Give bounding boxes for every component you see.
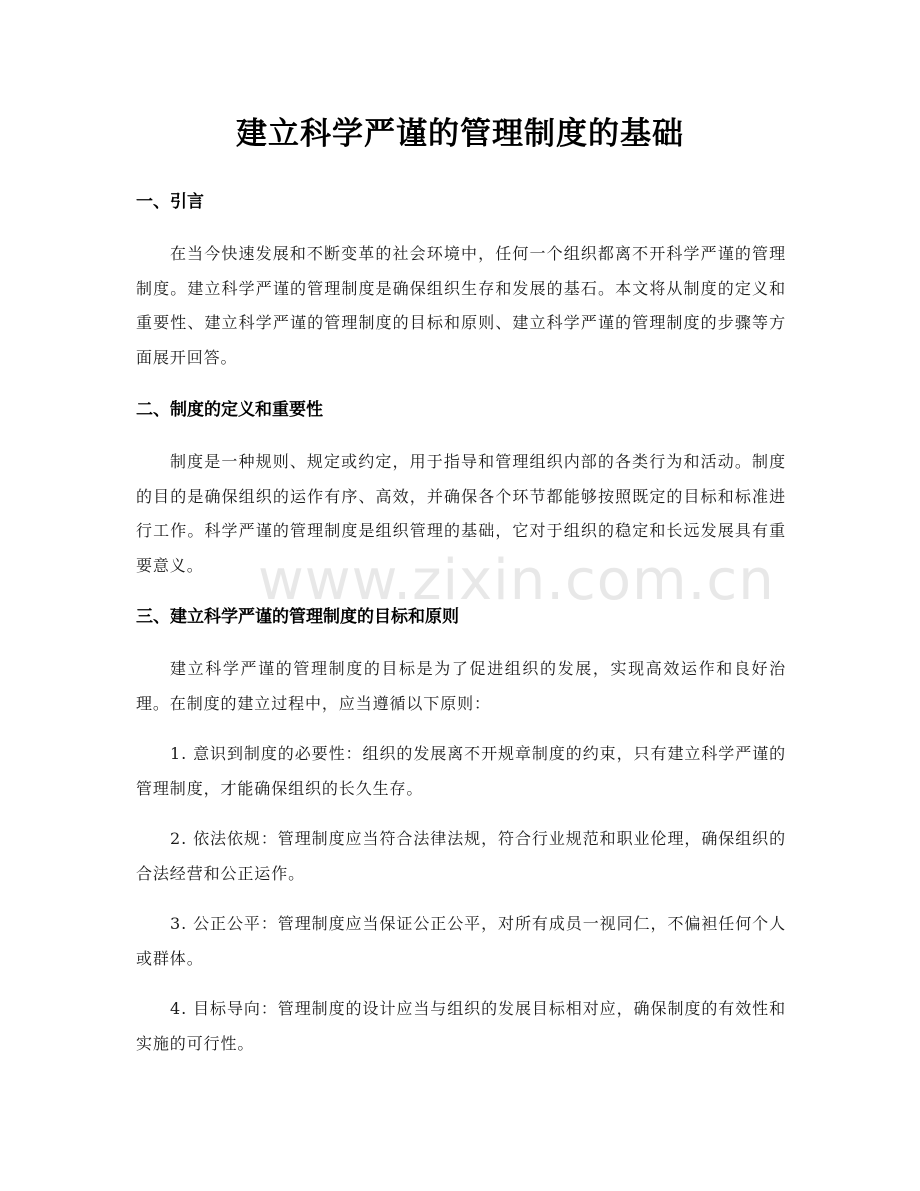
list-item: 1. 意识到制度的必要性：组织的发展离不开规章制度的约束，只有建立科学严谨的管理制度，才能确保组织的长久生存。 — [136, 744, 786, 798]
section-heading-goals-principles: 三、建立科学严谨的管理制度的目标和原则 — [136, 607, 459, 627]
paragraph: 在当今快速发展和不断变革的社会环境中，任何一个组织都离不开科学严谨的管理制度。建立科学严谨的管理制度是确保组织生存和发展的基石。本文将从制度的定义和重要性、建立科学严谨的管理制度的目标和原则、建立科学严谨的管理制度的步骤等方面展开回答。 — [136, 244, 786, 367]
paragraph: 制度是一种规则、规定或约定，用于指导和管理组织内部的各类行为和活动。制度的目的是确保组织的运作有序、高效，并确保各个环节都能够按照既定的目标和标准进行工作。科学严谨的管理制度是组织管理的基础，它对于组织的稳定和长远发展具有重要意义。 — [136, 452, 786, 575]
watermark: www.zixin.com.cn — [258, 548, 775, 613]
list-item: 2. 依法依规：管理制度应当符合法律法规，符合行业规范和职业伦理，确保组织的合法经营和公正运作。 — [136, 829, 786, 883]
section-heading-definition: 二、制度的定义和重要性 — [136, 400, 323, 420]
list-item: 4. 目标导向：管理制度的设计应当与组织的发展目标相对应，确保制度的有效性和实施的可行性。 — [136, 999, 786, 1053]
section-heading-intro: 一、引言 — [136, 192, 204, 212]
document-title: 建立科学严谨的管理制度的基础 — [236, 116, 684, 152]
paragraph: 建立科学严谨的管理制度的目标是为了促进组织的发展，实现高效运作和良好治理。在制度的建立过程中，应当遵循以下原则： — [136, 659, 786, 713]
document-body — [136, 186, 786, 1061]
list-item: 3. 公正公平：管理制度应当保证公正公平，对所有成员一视同仁，不偏袒任何个人或群体。 — [136, 914, 786, 968]
